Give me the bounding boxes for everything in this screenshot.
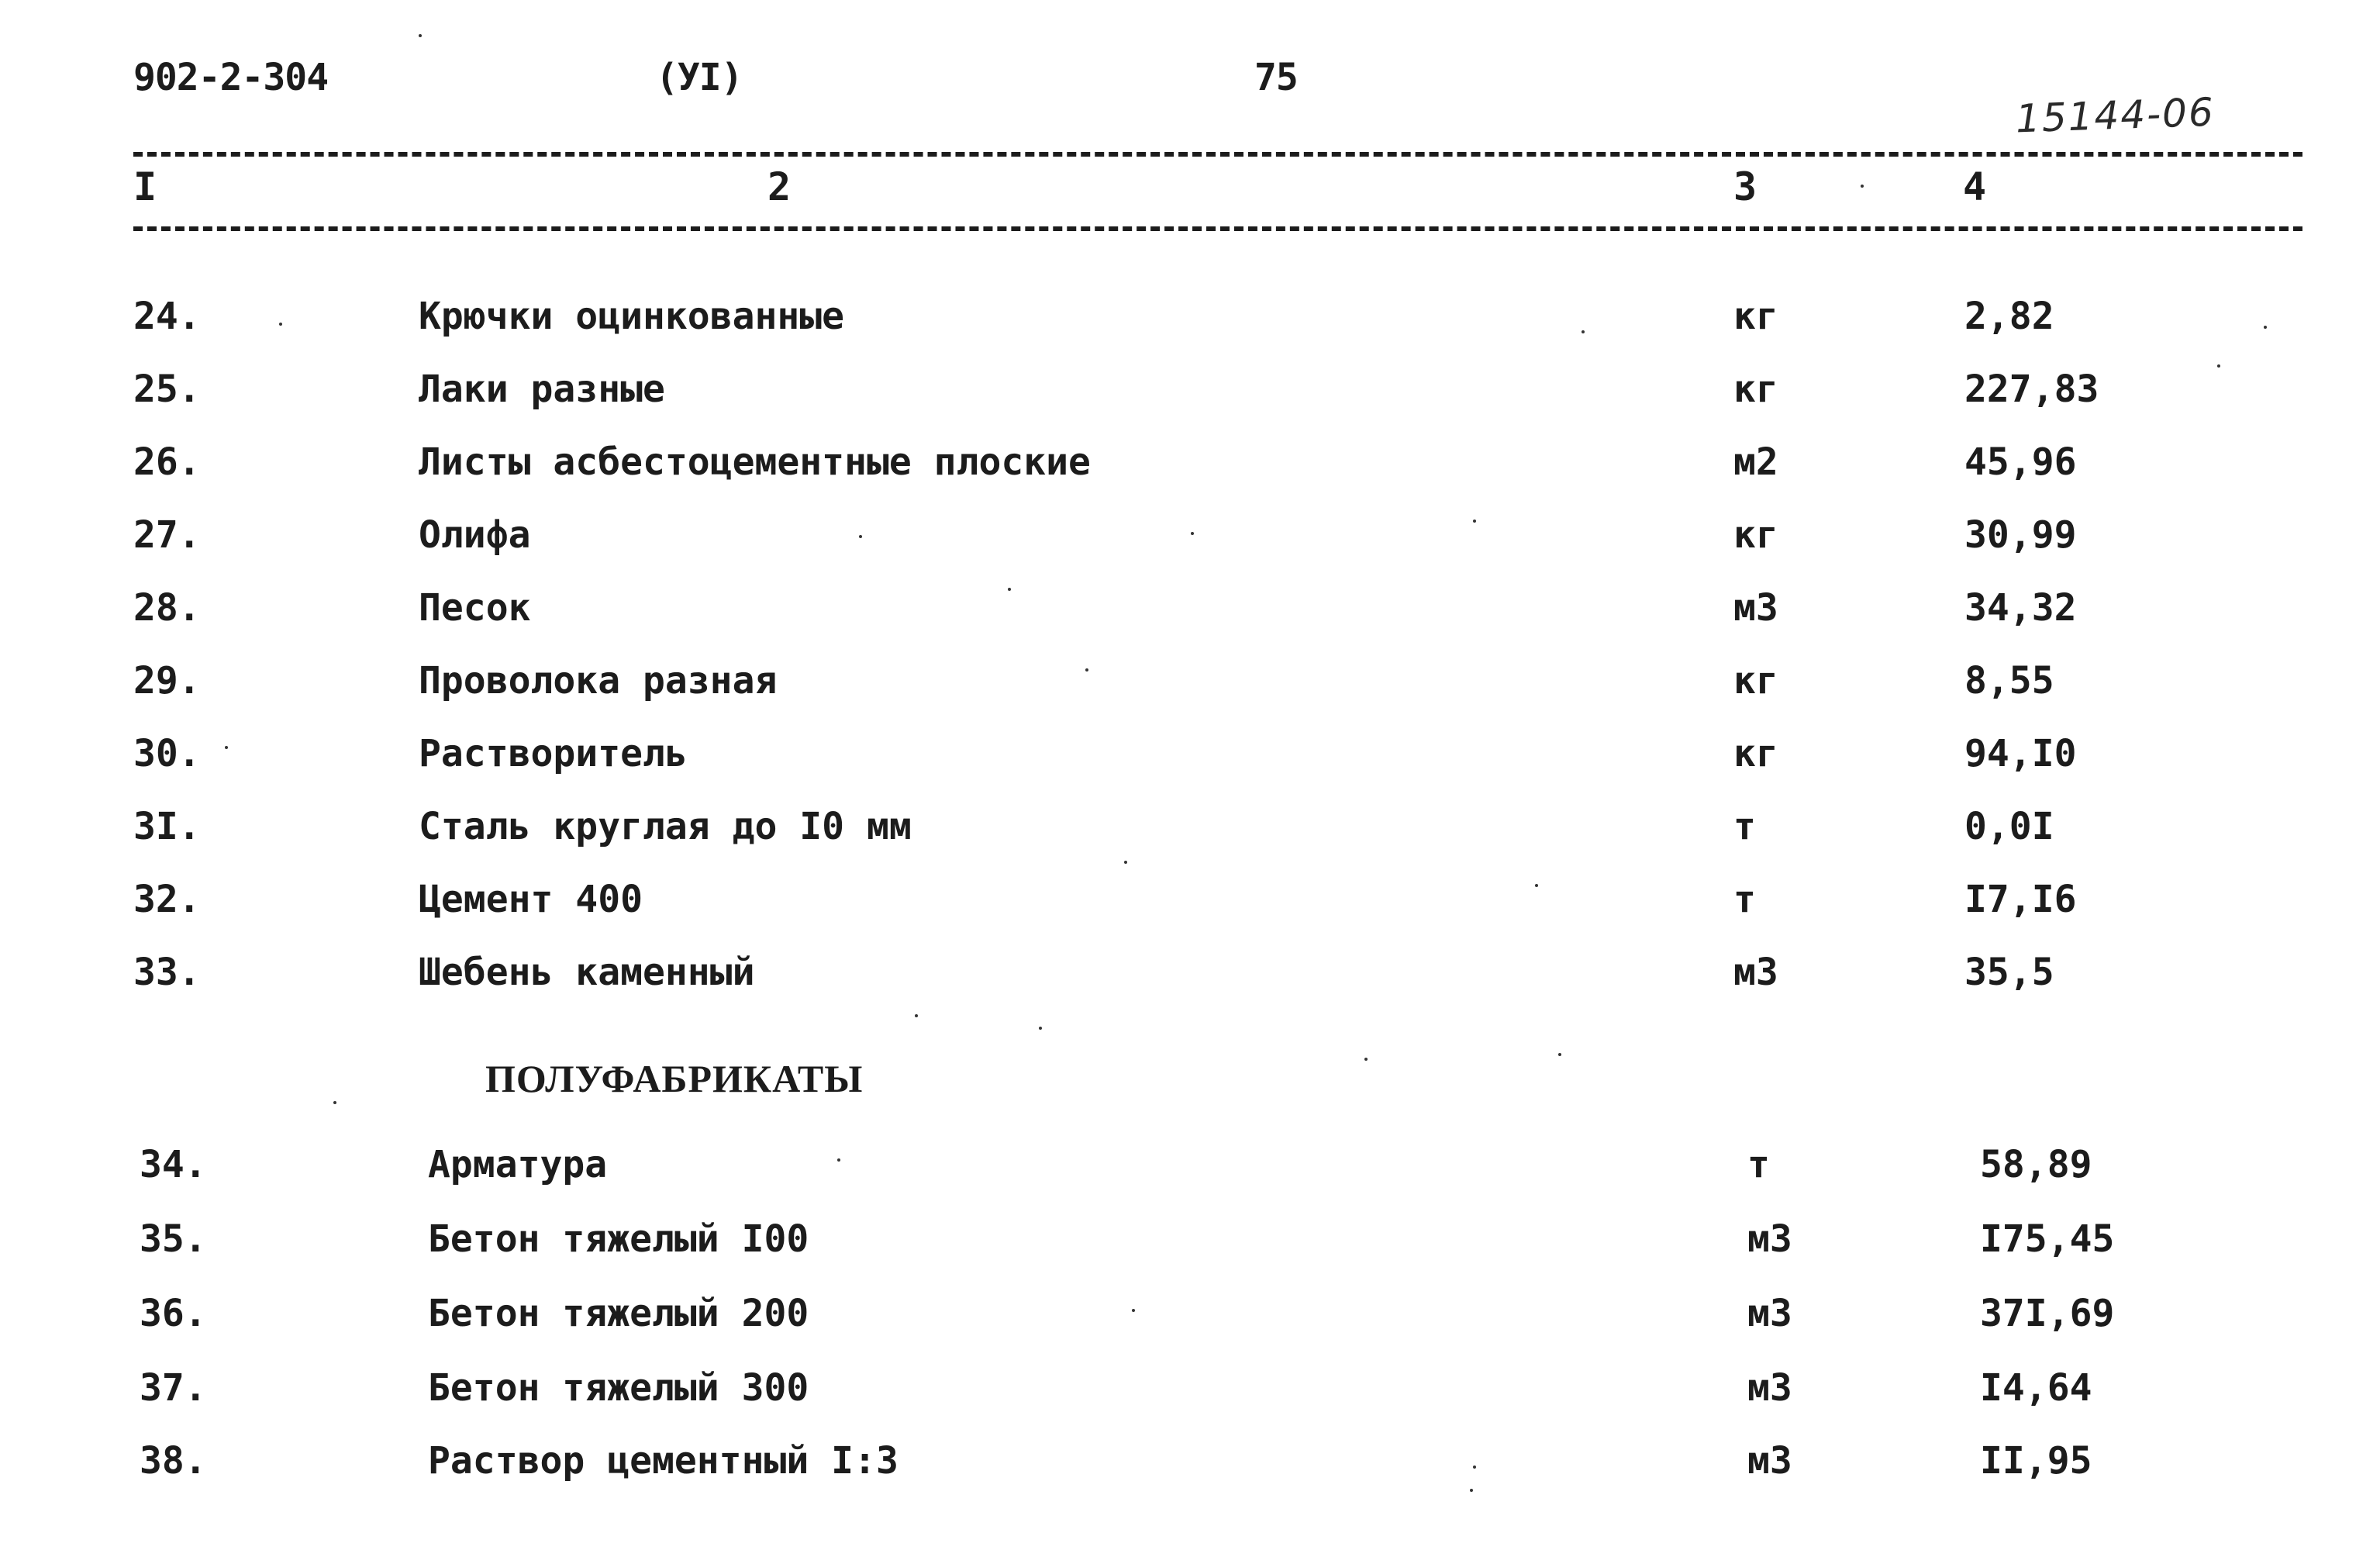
scan-speck — [1132, 1309, 1135, 1312]
table-row — [0, 732, 2380, 786]
row-name: Раствор цементный I:3 — [428, 1439, 899, 1483]
row-number: 32. — [133, 878, 201, 921]
row-number: 3I. — [133, 805, 201, 848]
row-number: 36. — [140, 1292, 207, 1335]
scan-speck — [1364, 1058, 1368, 1061]
row-value: 0,0I — [1964, 805, 2054, 848]
scan-speck — [279, 323, 282, 326]
row-name: Листы асбестоцементные плоские — [419, 440, 1091, 484]
column-header-4: 4 — [1963, 164, 1987, 209]
table-header-bottom-rule — [133, 226, 2302, 231]
table-row — [0, 951, 2380, 1005]
row-value: II,95 — [1980, 1439, 2092, 1483]
scan-speck — [1039, 1027, 1042, 1030]
table-header-top-rule — [133, 152, 2302, 157]
scan-speck — [859, 535, 862, 538]
row-unit: т — [1733, 805, 1756, 848]
row-value: 35,5 — [1964, 951, 2054, 994]
row-number: 35. — [140, 1217, 207, 1261]
row-unit: м3 — [1733, 951, 1778, 994]
table-row — [0, 440, 2380, 495]
row-name: Олифа — [419, 513, 531, 557]
table-row — [0, 805, 2380, 859]
scan-speck — [1861, 185, 1864, 188]
column-header-2: 2 — [767, 164, 792, 209]
table-row — [0, 1439, 2380, 1493]
scan-speck — [837, 1158, 840, 1162]
row-unit: кг — [1733, 513, 1778, 557]
scan-speck — [333, 1101, 336, 1104]
row-value: 45,96 — [1964, 440, 2077, 484]
row-unit: м3 — [1747, 1439, 1792, 1483]
row-value: I75,45 — [1980, 1217, 2115, 1261]
scan-speck — [1581, 330, 1585, 333]
row-name: Проволока разная — [419, 659, 778, 703]
handwritten-stamp: 15144-06 — [2015, 89, 2216, 142]
scan-speck — [1085, 668, 1088, 671]
row-name: Сталь круглая до I0 мм — [419, 805, 912, 848]
row-value: 94,I0 — [1964, 732, 2077, 775]
document-part: (УI) — [656, 56, 743, 99]
row-unit: м3 — [1747, 1292, 1792, 1335]
row-unit: м3 — [1747, 1366, 1792, 1410]
scan-speck — [1124, 861, 1127, 864]
row-number: 24. — [133, 295, 201, 338]
scan-speck — [1473, 520, 1476, 523]
row-number: 26. — [133, 440, 201, 484]
row-value: 227,83 — [1964, 368, 2099, 411]
row-number: 34. — [140, 1143, 207, 1186]
row-name: Песок — [419, 586, 531, 630]
row-value: 8,55 — [1964, 659, 2054, 703]
row-name: Бетон тяжелый I00 — [428, 1217, 809, 1261]
row-unit: м3 — [1747, 1217, 1792, 1261]
scan-speck — [2217, 364, 2220, 368]
row-number: 30. — [133, 732, 201, 775]
table-row — [0, 586, 2380, 640]
row-number: 33. — [133, 951, 201, 994]
row-number: 37. — [140, 1366, 207, 1410]
table-row — [0, 1143, 2380, 1197]
row-value: 37I,69 — [1980, 1292, 2115, 1335]
scan-speck — [1535, 884, 1538, 887]
table-row — [0, 295, 2380, 349]
row-value: 58,89 — [1980, 1143, 2092, 1186]
row-unit: м2 — [1733, 440, 1778, 484]
row-name: Шебень каменный — [419, 951, 755, 994]
table-row — [0, 659, 2380, 713]
scan-speck — [419, 34, 422, 37]
row-name: Бетон тяжелый 200 — [428, 1292, 809, 1335]
table-row — [0, 1217, 2380, 1272]
row-number: 27. — [133, 513, 201, 557]
row-name: Арматура — [428, 1143, 608, 1186]
row-name: Бетон тяжелый 300 — [428, 1366, 809, 1410]
row-unit: м3 — [1733, 586, 1778, 630]
scan-speck — [1558, 1053, 1561, 1056]
row-unit: кг — [1733, 295, 1778, 338]
row-unit: кг — [1733, 368, 1778, 411]
scan-speck — [1473, 1466, 1476, 1469]
scan-speck — [1470, 1489, 1473, 1492]
table-row — [0, 368, 2380, 422]
scan-speck — [1191, 532, 1194, 535]
row-number: 38. — [140, 1439, 207, 1483]
section-title: ПОЛУФАБРИКАТЫ — [485, 1057, 864, 1100]
row-unit: кг — [1733, 732, 1778, 775]
scan-speck — [915, 1014, 918, 1017]
row-name: Крючки оцинкованные — [419, 295, 845, 338]
scan-speck — [2264, 326, 2267, 329]
document-code: 902-2-304 — [133, 56, 329, 99]
row-name: Цемент 400 — [419, 878, 643, 921]
table-row — [0, 1292, 2380, 1346]
table-row — [0, 513, 2380, 568]
row-number: 25. — [133, 368, 201, 411]
page-number: 75 — [1254, 56, 1298, 99]
row-number: 28. — [133, 586, 201, 630]
row-value: 30,99 — [1964, 513, 2077, 557]
row-unit: т — [1747, 1143, 1770, 1186]
column-header-1: I — [133, 164, 157, 209]
row-name: Растворитель — [419, 732, 688, 775]
row-unit: кг — [1733, 659, 1778, 703]
row-number: 29. — [133, 659, 201, 703]
row-value: I7,I6 — [1964, 878, 2077, 921]
row-name: Лаки разные — [419, 368, 665, 411]
table-row — [0, 1366, 2380, 1421]
column-header-3: 3 — [1733, 164, 1757, 209]
scan-speck — [225, 746, 228, 749]
table-row — [0, 878, 2380, 932]
row-value: I4,64 — [1980, 1366, 2092, 1410]
row-unit: т — [1733, 878, 1756, 921]
row-value: 34,32 — [1964, 586, 2077, 630]
scan-speck — [1008, 588, 1011, 591]
row-value: 2,82 — [1964, 295, 2054, 338]
